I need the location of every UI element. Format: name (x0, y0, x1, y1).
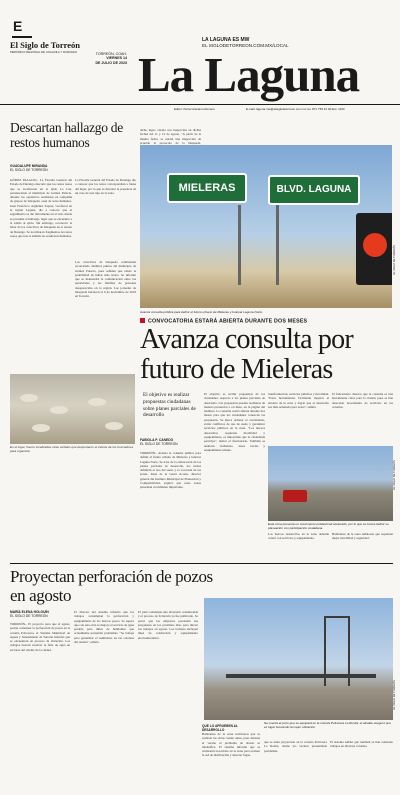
web-url[interactable]: EL SIGLODETORREON.COM.MX/LOCAL (202, 43, 289, 48)
edition-city: TORREÓN, COAH. (95, 52, 127, 56)
red-truck (283, 490, 307, 502)
story2-byline (140, 438, 178, 447)
sign-pole (276, 205, 279, 285)
story2-byline-name: FABIOLA P. CANEDO (140, 438, 174, 442)
story3-column-6: El sistema señaló que también se han realizado trabajos en diversas colonias. (330, 740, 393, 749)
story2-column-2: El objetivo es recibir propuestas de los ciudadanos respecto a los planes parciales de desarrollo. Las propuestas pueden realizarse de manera presencial o en línea, en la página del instituto. La consulta estará abierta durante dos meses para que los ciudadanos conozcan las propuestas. Se busca ordenar el crecimiento, evitar conflictos de uso de suelo y garantizar servicios públicos en la zona. "Los nuevos desarrollos requieren movilidad y equipamiento, es importante que la ciudadanía participe", indicó el funcionario. También se analizan vialidades, áreas verdes y equipamiento urbano. (204, 392, 265, 452)
section-rule (10, 563, 393, 564)
story2-column-3b: Los nuevos desarrollos en la zona deberán contar con servicios y equipamiento. (268, 532, 329, 541)
story1-byline-name: GUADALUPE MIRANDA (10, 164, 48, 168)
sign-blvd-laguna: BLVD. LAGUNA (268, 175, 360, 205)
story1-column-2b: Los colectivos de búsqueda continuarán recorriendo distintos puntos del municipio de Gómez Palacio, pues señalan que existe la posibilidad de hallar más restos. Se informó que se mantendrá la comunicación entre las autoridades y las familias de personas desaparecidas en la región. Las jornadas de búsqueda iniciaron el 6 de noviembre de 2018 en Torreón. (75, 260, 136, 299)
section-bar (12, 36, 32, 38)
story3-column-5: que se tenía proyectado en la colonia Polvorera La Rosita, donde los vecinos presentaban problemas. (264, 740, 327, 753)
story3-headline[interactable]: Proyectan perforación de pozos en agosto (10, 567, 213, 605)
story2-pull-quote: El objetivo es realizar propuestas ciudadanas sobre planes parciales de desarrollo (143, 392, 196, 419)
story3-column-3: El plan contempla una inversión considerable y el proceso de licitación ya fue publicado. Se prevé que las empresas presenten sus propuestas en los próximos días, para iniciar los trabajos en agosto. Los trabajos incluyen línea de conducción y equipamiento electromecánico. (138, 610, 198, 640)
photo-credit: EL SIGLO DE TORREÓN (393, 680, 396, 710)
sign-pole (238, 205, 241, 285)
story3-column-2: El director del sistema informó que los trabajos contemplan la perforación y equipamiento de los nuevos pozos. Se espera que con esta obra se mejore el servicio de agua potable para miles de habitantes que actualmente presentan problemas. "Se trabaja para garantizar el suministro en las colonias del oriente", señaló. (74, 610, 134, 645)
flowers-photo (10, 374, 135, 444)
masthead (0, 0, 400, 111)
edition-info (83, 52, 127, 65)
pipe-line (226, 674, 376, 678)
road-signs-photo (140, 145, 392, 308)
road-signs-caption: Avanza consulta pública para definir el futuro urbano de Mieleras y bulevar Laguna Norte. (140, 310, 263, 314)
story1-byline (10, 164, 48, 173)
pipes-photo (204, 598, 393, 720)
story1-headline[interactable]: Descartan hallazgo de restos humanos (10, 120, 123, 150)
photo-credit: EL SIGLO DE TORREÓN (393, 460, 396, 490)
brand-logo-sign (356, 213, 392, 285)
story2-column-4b: Habitantes de la zona señalaron que requieren mejor movilidad y seguridad. (332, 532, 393, 541)
story3-subhead: QUE LO APRUEBEN AL DESARROLLO (202, 724, 238, 732)
section-title: La Laguna (138, 47, 360, 102)
story3-byline-name: MARÍA ELENA HOLGUÍN (10, 610, 49, 614)
header-rule (0, 104, 400, 105)
web-title: LA LAGUNA ES MW (202, 37, 250, 43)
flowers-caption: En el lugar, fueron localizadas otras señales que despertaron el interés de los buscadores para organizar. (10, 445, 134, 453)
edition-date: DE JULIO DE 2023 (95, 60, 127, 65)
story3-byline-outlet: EL SIGLO DE TORREÓN (10, 614, 48, 619)
logo-circle-icon (363, 233, 387, 257)
story3-byline (10, 610, 49, 619)
truck-caption: Esta zona presenta un crecimiento poblacional acelerado, por lo que se busca definir su planeación con participación ciudadana. (268, 522, 389, 530)
story2-kicker-text: CONVOCATORIA ESTARÁ ABIERTA DURANTE DOS MESES (148, 318, 308, 325)
editor-line: Editor: Perla Graciano Romero (174, 107, 216, 111)
story1-column-2: La Fiscalía General del Estado de Durango dio a conocer que los restos correspondían a fauna del lugar, por lo que se descartó la presencia de un caso de este tipo en la zona. (75, 178, 136, 195)
contact-line[interactable]: E-mail: laguna.mw@elsiglodetorreon.com.mx tel. 871 759 12 00 Ext. 1164 (246, 107, 345, 111)
story2-headline[interactable]: Avanza consulta por futuro de Mieleras (140, 324, 353, 385)
edition-day: VIERNES 14 (106, 56, 127, 61)
story1-column-3: dicho lugar, cuenta con inspección en dichas fechas del 11 y 12 de agosto. "A partir de la misma fecha, se tendrá una inspección de acuerdo al protocolo de la búsqueda, (140, 128, 201, 145)
story3-column-4: Habitantes de la zona solicitaron que se realicen las obras cuanto antes, pues durante el verano el problema de abasto se intensifica. El sistema informó que se realizarán recorridos en la zona para evaluar la red de distribución y detectar fugas. (202, 732, 260, 758)
story3-column-1: TORREÓN.- El proyecto para que el agosto podría comenzar la perforación de pozos en la colonia Polvorera, el Sistema Municipal de Aguas y Saneamiento de Torreón informó que se encuentran en proceso de licitación. Los trabajos buscan resolver la falta de agua en sectores del oriente de la ciudad. (10, 622, 70, 652)
truck-photo (268, 446, 393, 521)
paper-tagline: PERIÓDICO REGIONAL DE COAHUILA Y DURANGO (10, 51, 78, 54)
kicker-square-icon (140, 318, 145, 323)
story1-byline-outlet: EL SIGLO DE TORREÓN (10, 168, 48, 173)
story2-column-4: El funcionario destacó que la consulta es una herramienta clave para la ciudad, pues se han detectado necesidades de servicios en las colonias. (332, 392, 393, 409)
pipes-caption: Se cuenta al pozo que se equipará en la colonia Polvorera La Rosita; el alcalde aseguró que es lugar buscando la mejor ubicación. (264, 721, 391, 729)
section-letter: E (13, 18, 23, 34)
story1-column-1: GÓMEZ PALACIO.- La Fiscalía General del Estado de Durango descartó que los restos óseos que se localizaron en el ejido La Luz, perteneciente al municipio de Gómez Palacio, durante los operativos realizados en compañía de grupos de búsqueda, sean de seres humanos. Juan Francisco Argüelles Zapata, vicefiscal en la región Laguna, dio a conocer que el seguimiento se dio únicamente en el sitio donde se presume el hallazgo, lugar que se encuentra a la salida al ejido. Sin embargo, reconoció la labor de los colectivos de búsqueda en el estado de Durango. Se localizaron fragmentos de restos óseos que tras el análisis no resultaron humanos. (10, 178, 72, 238)
story2-column-3: transformación, servicios públicos y movilidad. "Estas herramientas facilitarán mejorar el entorno de la zona y lograr que el desarrollo sea más ordenado para todos", señaló. (268, 392, 329, 409)
sign-mieleras: MIELERAS (167, 173, 247, 203)
photo-credit: EL SIGLO DE TORREÓN (393, 245, 396, 275)
story2-byline-outlet: EL SIGLO DE TORREÓN (140, 442, 178, 447)
story2-column-1: TORREÓN.- Avanza la consulta pública para definir el futuro urbano de Mieleras y bulevar Laguna Norte. Se trata de la elaboración de los planes parciales de desarrollo, los cuales definirán el uso del suelo y la vocación de las zonas. Jesús de la Garza Acosta, director general del Instituto Municipal de Planeación y Competitividad, explicó que estas zonas presentan crecimiento importante. (140, 451, 201, 490)
paper-name[interactable]: El Siglo de Torreón (10, 40, 80, 50)
